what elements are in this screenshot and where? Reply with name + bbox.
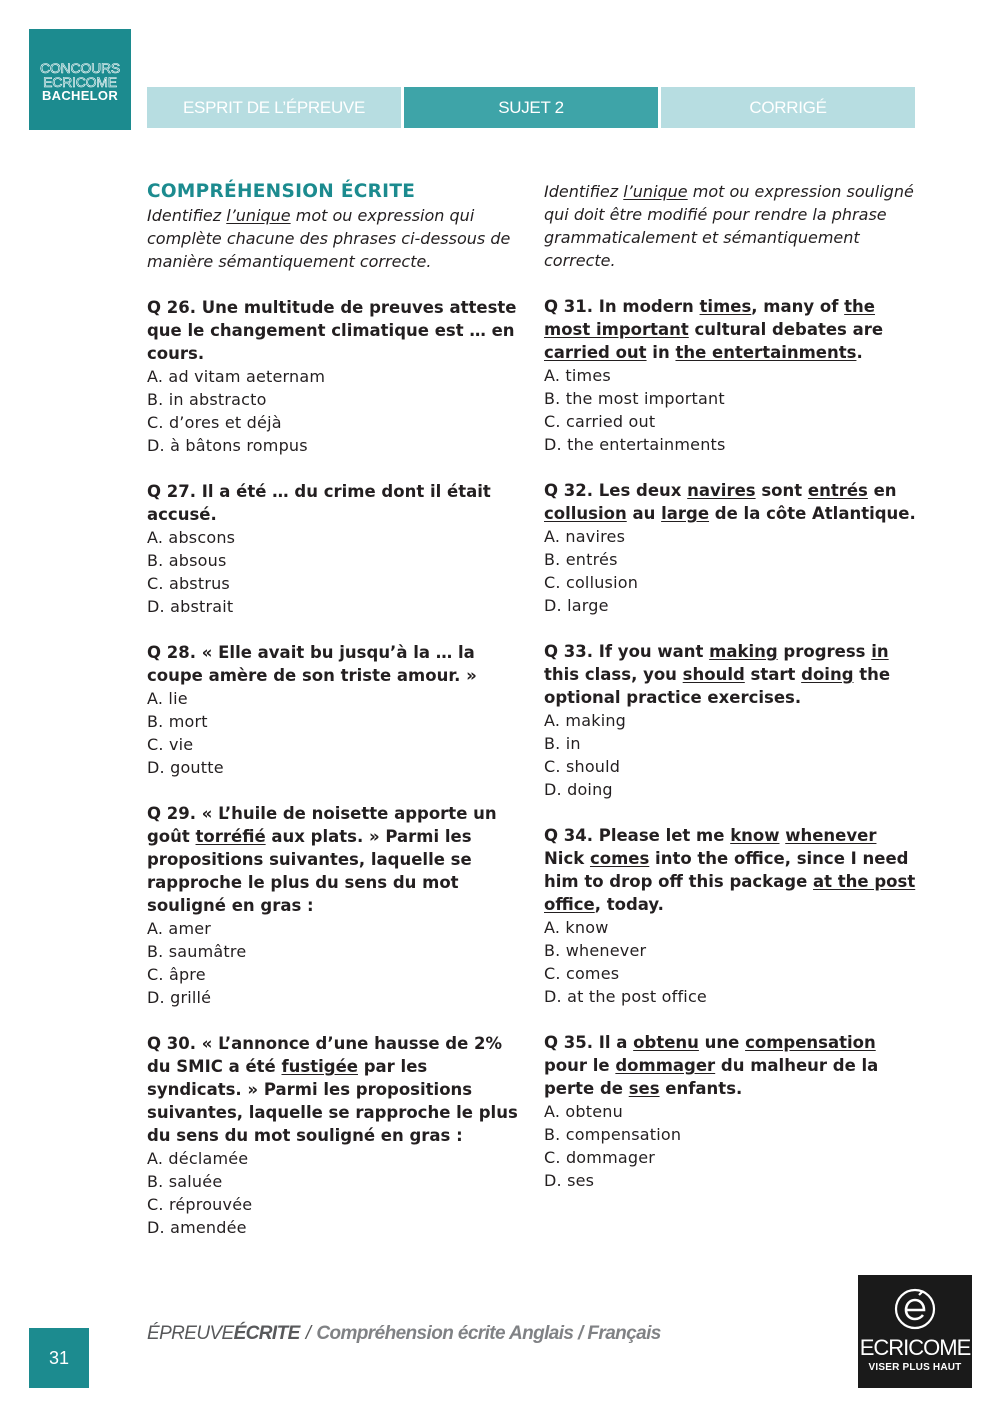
- question-28: [147, 641, 527, 779]
- footer-title: [147, 1323, 661, 1345]
- underlined-word: fustigée: [281, 1057, 358, 1076]
- question-text-part: , many of: [751, 297, 845, 316]
- option-a: A. obtenu: [544, 1102, 623, 1121]
- question-text-part: en: [867, 481, 897, 500]
- underlined-word: the most important: [544, 297, 875, 339]
- question-text-part: Q 29. « L’huile de noisette apporte un goût: [147, 804, 497, 846]
- underlined-word: at the post office: [544, 872, 916, 914]
- underlined-word: in: [871, 642, 889, 661]
- question-29: [147, 802, 527, 1009]
- question-text-part: Q 34. Please let me: [544, 826, 731, 845]
- option-a: A. lie: [147, 689, 188, 708]
- underlined-word: torréfié: [195, 827, 266, 846]
- question-text-part: Nick: [544, 849, 590, 868]
- question-text-part: in: [646, 343, 676, 362]
- question-26: [147, 296, 527, 457]
- option-c: C. dommager: [544, 1148, 656, 1167]
- underlined-word: know: [730, 826, 780, 845]
- question-35: [544, 1031, 916, 1192]
- section-tabs: [147, 87, 918, 128]
- question-text-part: Q 31. In modern: [544, 297, 700, 316]
- question-text-part: par les syndicats. » Parmi les propositions suivantes, laquelle se rapproche le plus du sens du mot souligné en gras :: [147, 1057, 518, 1145]
- brand-name: ECRICOME: [859, 1335, 971, 1360]
- underlined-word: times: [699, 297, 752, 316]
- option-a: A. times: [544, 366, 611, 385]
- left-column: [147, 180, 527, 1262]
- option-b: B. entrés: [544, 550, 618, 569]
- underlined-word: carried out: [544, 343, 647, 362]
- question-text-part: this class, you: [544, 665, 683, 684]
- underlined-word: the entertainments: [675, 343, 857, 362]
- option-d: D. at the post office: [544, 987, 707, 1006]
- logo-line-bachelor: BACHELOR: [41, 88, 119, 103]
- question-text-part: au: [626, 504, 662, 523]
- question-30: [147, 1032, 527, 1239]
- option-a: A. abscons: [147, 528, 236, 547]
- tab-esprit-epreuve[interactable]: ESPRIT DE L’ÉPREUVE: [147, 87, 401, 128]
- option-b: B. compensation: [544, 1125, 682, 1144]
- question-text-part: cultural debates are: [688, 320, 884, 339]
- page-number: 31: [29, 1328, 89, 1388]
- instruction-underlined: l’unique: [226, 206, 291, 225]
- underlined-word: large: [661, 504, 710, 523]
- question-text-part: start: [744, 665, 802, 684]
- option-d: D. amendée: [147, 1218, 247, 1237]
- question-text: [544, 479, 916, 525]
- underlined-word: whenever: [785, 826, 877, 845]
- instruction-text: mot ou expression souligné qui doit être modifié pour rendre la phrase grammaticalement et sémantiquement correcte.: [544, 182, 914, 270]
- question-text-part: aux plats. » Parmi les propositions suivantes, laquelle se rapproche le plus du sens du mot souligné en gras :: [147, 827, 472, 915]
- option-d: D. ses: [544, 1171, 595, 1190]
- option-d: D. the entertainments: [544, 435, 726, 454]
- instruction-underlined: l’unique: [623, 182, 688, 201]
- logo-line-ecricome: ECRICOME: [43, 74, 117, 90]
- underlined-word: entrés: [807, 481, 868, 500]
- instruction-text: Identifiez: [544, 182, 624, 201]
- question-text: Q 26. Une multitude de preuves atteste que le changement climatique est … en cours.: [147, 298, 517, 363]
- underlined-word: compensation: [745, 1033, 876, 1052]
- question-34: [544, 824, 916, 1008]
- option-c: C. d’ores et déjà: [147, 413, 282, 432]
- question-text: [544, 295, 916, 364]
- footer-ecrite: ÉCRITE: [233, 1323, 300, 1344]
- tab-corrige[interactable]: CORRIGÉ: [661, 87, 915, 128]
- tab-sujet-2[interactable]: SUJET 2: [404, 87, 658, 128]
- underlined-word: obtenu: [633, 1033, 699, 1052]
- option-c: C. abstrus: [147, 574, 230, 593]
- underlined-word: doing: [801, 665, 854, 684]
- question-text-part: Q 35. Il a: [544, 1033, 634, 1052]
- question-text: [544, 824, 916, 916]
- question-31: [544, 295, 916, 456]
- option-d: D. abstrait: [147, 597, 234, 616]
- option-a: A. ad vitam aeternam: [147, 367, 326, 386]
- underlined-word: ses: [628, 1079, 660, 1098]
- question-text-part: into the office, since I need him to drop off this package: [544, 849, 909, 891]
- question-text-part: enfants.: [659, 1079, 743, 1098]
- underlined-word: comes: [589, 849, 650, 868]
- question-text-part: sont: [755, 481, 808, 500]
- instruction-text: Identifiez: [147, 206, 227, 225]
- question-33: [544, 640, 916, 801]
- question-text: [544, 640, 916, 709]
- concours-logo: [29, 29, 131, 130]
- underlined-word: dommager: [615, 1056, 716, 1075]
- ecricome-brand-logo: [858, 1275, 972, 1388]
- question-text-part: de la côte Atlantique.: [709, 504, 916, 523]
- option-b: B. mort: [147, 712, 208, 731]
- question-text-part: Q 30. « L’annonce d’une hausse de 2% du SMIC a été: [147, 1034, 503, 1076]
- left-instruction: [147, 204, 527, 273]
- section-title: COMPRÉHENSION ÉCRITE: [147, 181, 416, 202]
- option-c: C. collusion: [544, 573, 639, 592]
- question-text: [147, 802, 527, 917]
- question-text-part: pour le: [544, 1056, 616, 1075]
- question-text-part: the optional practice exercises.: [544, 665, 891, 707]
- right-instruction: [544, 180, 916, 272]
- option-c: C. âpre: [147, 965, 206, 984]
- option-c: C. vie: [147, 735, 194, 754]
- option-c: C. comes: [544, 964, 620, 983]
- question-text-part: une: [698, 1033, 746, 1052]
- option-a: A. know: [544, 918, 609, 937]
- option-c: C. réprouvée: [147, 1195, 253, 1214]
- underlined-word: making: [709, 642, 778, 661]
- option-b: B. the most important: [544, 389, 725, 408]
- option-b: B. saumâtre: [147, 942, 247, 961]
- option-a: A. making: [544, 711, 627, 730]
- underlined-word: collusion: [544, 504, 627, 523]
- footer-subject: Compréhension écrite Anglais / Français: [316, 1323, 661, 1344]
- option-d: D. doing: [544, 780, 613, 799]
- question-text-part: , today.: [594, 895, 664, 914]
- brand-tagline: VISER PLUS HAUT: [868, 1362, 962, 1373]
- option-c: C. should: [544, 757, 621, 776]
- option-d: D. à bâtons rompus: [147, 436, 308, 455]
- logo-line-concours: CONCOURS: [39, 60, 121, 76]
- option-d: D. large: [544, 596, 609, 615]
- question-27: [147, 480, 527, 618]
- underlined-word: navires: [687, 481, 756, 500]
- right-column: [544, 180, 916, 1215]
- question-text-part: Q 33. If you want: [544, 642, 710, 661]
- question-text-part: progress: [777, 642, 872, 661]
- option-b: B. in abstracto: [147, 390, 267, 409]
- option-a: A. amer: [147, 919, 212, 938]
- option-b: B. in: [544, 734, 581, 753]
- option-b: B. saluée: [147, 1172, 223, 1191]
- question-text-part: Q 32. Les deux: [544, 481, 688, 500]
- underlined-word: should: [682, 665, 745, 684]
- question-text: Q 28. « Elle avait bu jusqu’à la … la coupe amère de son triste amour. »: [147, 643, 477, 685]
- option-b: B. whenever: [544, 941, 647, 960]
- question-text-part: du malheur de la perte de: [544, 1056, 879, 1098]
- footer-epreuve: ÉPREUVE: [147, 1323, 234, 1344]
- option-a: A. navires: [544, 527, 626, 546]
- option-a: A. déclamée: [147, 1149, 249, 1168]
- question-text-part: .: [856, 343, 863, 362]
- question-32: [544, 479, 916, 617]
- option-d: D. goutte: [147, 758, 224, 777]
- option-c: C. carried out: [544, 412, 656, 431]
- option-d: D. grillé: [147, 988, 212, 1007]
- instruction-text: mot ou expression qui complète chacune des phrases ci-dessous de manière sémantiquement correcte.: [147, 206, 511, 271]
- question-text: [147, 1032, 527, 1147]
- question-text: [544, 1031, 916, 1100]
- ecricome-e-icon: [893, 1287, 937, 1331]
- question-text: Q 27. Il a été … du crime dont il était accusé.: [147, 482, 491, 524]
- footer-slash: /: [305, 1323, 311, 1344]
- option-b: B. absous: [147, 551, 227, 570]
